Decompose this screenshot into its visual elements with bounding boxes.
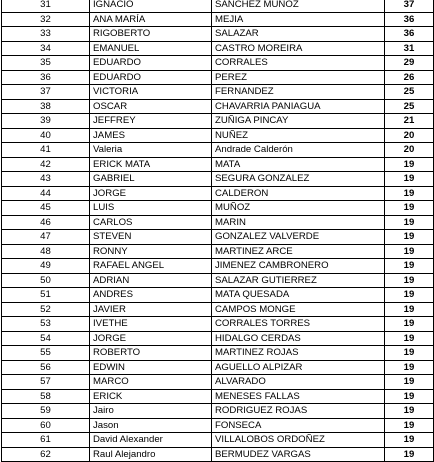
table-row <box>2 331 434 346</box>
row-number-cell: 49 <box>2 259 90 274</box>
table-row <box>2 259 434 274</box>
table-row <box>2 273 434 288</box>
row-number-cell: 33 <box>2 27 90 42</box>
row-number-cell: 31 <box>2 0 90 12</box>
score-cell: 37 <box>385 0 434 12</box>
row-number-cell: 52 <box>2 302 90 317</box>
row-number-cell: 35 <box>2 56 90 71</box>
first-name-cell: JAVIER <box>90 302 212 317</box>
row-number-cell: 54 <box>2 331 90 346</box>
row-number-cell: 39 <box>2 114 90 129</box>
surname-cell: SEGURA GONZALEZ <box>212 172 385 187</box>
row-number-cell: 38 <box>2 99 90 114</box>
row-number-cell: 55 <box>2 346 90 361</box>
score-cell: 19 <box>385 317 434 332</box>
surname-cell: SALAZAR <box>212 27 385 42</box>
score-cell: 36 <box>385 12 434 27</box>
first-name-cell: ANDRES <box>90 288 212 303</box>
row-number-cell: 53 <box>2 317 90 332</box>
first-name-cell: JORGE <box>90 331 212 346</box>
table-row <box>2 360 434 375</box>
table-row <box>2 157 434 172</box>
score-cell: 19 <box>385 331 434 346</box>
table-row <box>2 70 434 85</box>
row-number-cell: 58 <box>2 389 90 404</box>
surname-cell: CORRALES TORRES <box>212 317 385 332</box>
row-number-cell: 36 <box>2 70 90 85</box>
score-cell: 25 <box>385 85 434 100</box>
first-name-cell: RONNY <box>90 244 212 259</box>
surname-cell: SALAZAR GUTIERREZ <box>212 273 385 288</box>
first-name-cell: ADRIAN <box>90 273 212 288</box>
first-name-cell: David Alexander <box>90 433 212 448</box>
surname-cell: HIDALGO CERDAS <box>212 331 385 346</box>
surname-cell: MENESES FALLAS <box>212 389 385 404</box>
table-row <box>2 433 434 448</box>
first-name-cell: IGNACIO <box>90 0 212 12</box>
row-number-cell: 60 <box>2 418 90 433</box>
table-row <box>2 418 434 433</box>
table-row <box>2 143 434 158</box>
row-number-cell: 46 <box>2 215 90 230</box>
score-cell: 19 <box>385 418 434 433</box>
table-row <box>2 85 434 100</box>
score-cell: 19 <box>385 389 434 404</box>
first-name-cell: IVETHE <box>90 317 212 332</box>
table-row <box>2 288 434 303</box>
first-name-cell: Raul Alejandro <box>90 447 212 462</box>
row-number-cell: 37 <box>2 85 90 100</box>
surname-cell: MARTINEZ ARCE <box>212 244 385 259</box>
first-name-cell: EDUARDO <box>90 70 212 85</box>
table-row <box>2 404 434 419</box>
score-cell: 19 <box>385 273 434 288</box>
surname-cell: MUÑOZ <box>212 201 385 216</box>
first-name-cell: CARLOS <box>90 215 212 230</box>
score-cell: 19 <box>385 244 434 259</box>
table-row <box>2 186 434 201</box>
table-row <box>2 27 434 42</box>
row-number-cell: 50 <box>2 273 90 288</box>
row-number-cell: 42 <box>2 157 90 172</box>
surname-cell: CHAVARRIA PANIAGUA <box>212 99 385 114</box>
score-cell: 19 <box>385 346 434 361</box>
score-cell: 19 <box>385 230 434 245</box>
first-name-cell: GABRIEL <box>90 172 212 187</box>
first-name-cell: Jairo <box>90 404 212 419</box>
row-number-cell: 44 <box>2 186 90 201</box>
score-cell: 31 <box>385 41 434 56</box>
table-row <box>2 375 434 390</box>
score-cell: 21 <box>385 114 434 129</box>
table-row <box>2 317 434 332</box>
table-row <box>2 447 434 462</box>
surname-cell: SANCHEZ MUÑOZ <box>212 0 385 12</box>
score-cell: 19 <box>385 157 434 172</box>
first-name-cell: EDUARDO <box>90 56 212 71</box>
surname-cell: BERMUDEZ VARGAS <box>212 447 385 462</box>
table-row <box>2 389 434 404</box>
first-name-cell: RAFAEL ANGEL <box>90 259 212 274</box>
score-cell: 36 <box>385 27 434 42</box>
surname-cell: MATA <box>212 157 385 172</box>
score-cell: 19 <box>385 186 434 201</box>
first-name-cell: Jason <box>90 418 212 433</box>
first-name-cell: LUIS <box>90 201 212 216</box>
first-name-cell: JORGE <box>90 186 212 201</box>
row-number-cell: 43 <box>2 172 90 187</box>
score-cell: 19 <box>385 259 434 274</box>
table-row <box>2 244 434 259</box>
score-cell: 19 <box>385 288 434 303</box>
surname-cell: CALDERON <box>212 186 385 201</box>
table-row <box>2 230 434 245</box>
first-name-cell: STEVEN <box>90 230 212 245</box>
table-row <box>2 201 434 216</box>
score-cell: 25 <box>385 99 434 114</box>
table-row <box>2 128 434 143</box>
surname-cell: GONZALEZ VALVERDE <box>212 230 385 245</box>
surname-cell: ZUÑIGA PINCAY <box>212 114 385 129</box>
row-number-cell: 34 <box>2 41 90 56</box>
row-number-cell: 51 <box>2 288 90 303</box>
score-cell: 20 <box>385 128 434 143</box>
row-number-cell: 47 <box>2 230 90 245</box>
table-row <box>2 172 434 187</box>
score-cell: 19 <box>385 172 434 187</box>
surname-cell: Andrade Calderón <box>212 143 385 158</box>
row-number-cell: 48 <box>2 244 90 259</box>
score-cell: 19 <box>385 433 434 448</box>
surname-cell: MARIN <box>212 215 385 230</box>
score-cell: 19 <box>385 404 434 419</box>
table-row <box>2 41 434 56</box>
row-number-cell: 32 <box>2 12 90 27</box>
score-cell: 20 <box>385 143 434 158</box>
score-cell: 19 <box>385 447 434 462</box>
table-row <box>2 99 434 114</box>
row-number-cell: 40 <box>2 128 90 143</box>
surname-cell: MARTINEZ ROJAS <box>212 346 385 361</box>
first-name-cell: EMANUEL <box>90 41 212 56</box>
surname-cell: RODRIGUEZ ROJAS <box>212 404 385 419</box>
row-number-cell: 61 <box>2 433 90 448</box>
surname-cell: MATA QUESADA <box>212 288 385 303</box>
surname-cell: AGUELLO ALPIZAR <box>212 360 385 375</box>
table-row <box>2 114 434 129</box>
score-cell: 19 <box>385 215 434 230</box>
surname-cell: NUÑEZ <box>212 128 385 143</box>
row-number-cell: 62 <box>2 447 90 462</box>
surname-cell: CORRALES <box>212 56 385 71</box>
results-table <box>1 0 434 462</box>
first-name-cell: EDWIN <box>90 360 212 375</box>
table-row <box>2 12 434 27</box>
first-name-cell: ERICK MATA <box>90 157 212 172</box>
surname-cell: JIMENEZ CAMBRONERO <box>212 259 385 274</box>
first-name-cell: JAMES <box>90 128 212 143</box>
row-number-cell: 59 <box>2 404 90 419</box>
results-table-body <box>2 0 434 462</box>
score-cell: 19 <box>385 360 434 375</box>
score-cell: 26 <box>385 70 434 85</box>
surname-cell: FERNANDEZ <box>212 85 385 100</box>
first-name-cell: Valeria <box>90 143 212 158</box>
surname-cell: FONSECA <box>212 418 385 433</box>
first-name-cell: RIGOBERTO <box>90 27 212 42</box>
table-row <box>2 215 434 230</box>
first-name-cell: OSCAR <box>90 99 212 114</box>
score-cell: 19 <box>385 375 434 390</box>
table-row <box>2 56 434 71</box>
first-name-cell: ERICK <box>90 389 212 404</box>
first-name-cell: JEFFREY <box>90 114 212 129</box>
row-number-cell: 41 <box>2 143 90 158</box>
table-row <box>2 0 434 12</box>
first-name-cell: ROBERTO <box>90 346 212 361</box>
table-row <box>2 346 434 361</box>
row-number-cell: 56 <box>2 360 90 375</box>
surname-cell: MEJIA <box>212 12 385 27</box>
first-name-cell: VICTORIA <box>90 85 212 100</box>
score-cell: 19 <box>385 201 434 216</box>
first-name-cell: ANA MARÍA <box>90 12 212 27</box>
surname-cell: VILLALOBOS ORDOÑEZ <box>212 433 385 448</box>
score-cell: 29 <box>385 56 434 71</box>
surname-cell: CASTRO MOREIRA <box>212 41 385 56</box>
surname-cell: CAMPOS MONGE <box>212 302 385 317</box>
surname-cell: ALVARADO <box>212 375 385 390</box>
first-name-cell: MARCO <box>90 375 212 390</box>
table-row <box>2 302 434 317</box>
row-number-cell: 57 <box>2 375 90 390</box>
row-number-cell: 45 <box>2 201 90 216</box>
surname-cell: PEREZ <box>212 70 385 85</box>
score-cell: 19 <box>385 302 434 317</box>
